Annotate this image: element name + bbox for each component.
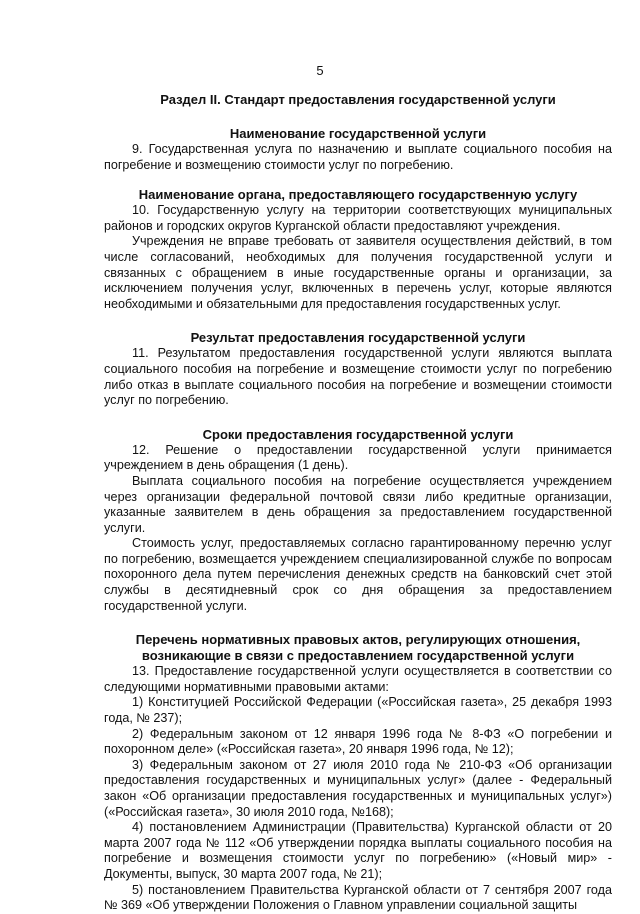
page-content [104,92,612,914]
legal-act-4: 4) постановлением Администрации (Правительства) Курганской области от 20 марта 2007 года № 112 «Об утверждении порядка выплаты социального пособия на погребение и возмещения стоимости услуг по погребению» («Новый мир» - Документы, выпуск, 30 марта 2007 года, № 21); [104,820,612,881]
legal-act-1: 1) Конституцией Российской Федерации («Российская газета», 25 декабря 1993 года, № 237); [104,695,612,726]
legal-act-2: 2) Федеральным законом от 12 января 1996 года № 8-ФЗ «О погребении и похоронном деле» («Российская газета», 20 января 1996 года, № 12); [104,726,612,757]
paragraph-10: 10. Государственную услугу на территории соответствующих муниципальных районов и городских округов Курганской области предоставляют учреждения. [104,203,612,233]
paragraph-12-reimbursement: Стоимость услуг, предоставляемых согласно гарантированному перечню услуг по погребению, возмещается учреждением специализированной службе по вопросам похоронного дела путем перечисления денежных средств на банковский счет этой службы в десятидневный срок со дня обращения за предоставлением государственной услуги. [104,536,612,613]
legal-act-5: 5) постановлением Правительства Курганской области от 7 сентября 2007 года № 369 «Об утверждении Положения о Главном управлении социальной защиты [104,882,612,913]
heading-service-name: Наименование государственной услуги [229,126,487,141]
paragraph-13: 13. Предоставление государственной услуги осуществляется в соответствии со следующими нормативными правовыми актами: [104,664,612,694]
heading-service-result: Результат предоставления государственной услуги [190,330,526,346]
heading-legal-acts-line-2: возникающие в связи с предоставлением государственной услуги [141,648,575,664]
page-number: 5 [316,63,324,78]
heading-legal-acts-line-1: Перечень нормативных правовых актов, регулирующих отношения, [135,632,581,648]
paragraph-12: 12. Решение о предоставлении государственной услуги принимается учреждением в день обращения (1 день). [104,442,612,473]
section-title: Раздел II. Стандарт предоставления государственной услуги [160,92,556,107]
paragraph-9: 9. Государственная услуга по назначению и выплате социального пособия на погребение и возмещению стоимости услуг по погребению. [104,142,612,172]
paragraph-10-restrictions: Учреждения не вправе требовать от заявителя осуществления действий, в том числе согласований, необходимых для получения государственной услуги и связанных с обращением в иные государственные органы и организации, за исключением получения услуг, включенных в перечень услуг, которые являются необходимыми и обязательными для предоставления государственных услуг. [104,234,612,311]
heading-service-terms: Сроки предоставления государственной услуги [202,426,514,442]
heading-providing-body: Наименование органа, предоставляющего государственную услугу [138,187,578,203]
legal-act-3: 3) Федеральным законом от 27 июля 2010 года № 210-ФЗ «Об организации предоставления государственных и муниципальных услуг» (далее - Федеральный закон «Об организации предоставления государственных и муниципальных услуг») («Российская газета», 30 июля 2010 года, №168); [104,757,612,819]
paragraph-11: 11. Результатом предоставления государственной услуги являются выплата социального пособия на погребение и возмещение стоимости услуг по погребению либо отказ в выплате социального пособия на погребение и возмещении стоимости услуг по погребению. [104,346,612,408]
paragraph-12-payment: Выплата социального пособия на погребение осуществляется учреждением через организации федеральной почтовой связи либо кредитные организации, указанные заявителем в день обращения за предоставлением государственной услуги. [104,473,612,535]
